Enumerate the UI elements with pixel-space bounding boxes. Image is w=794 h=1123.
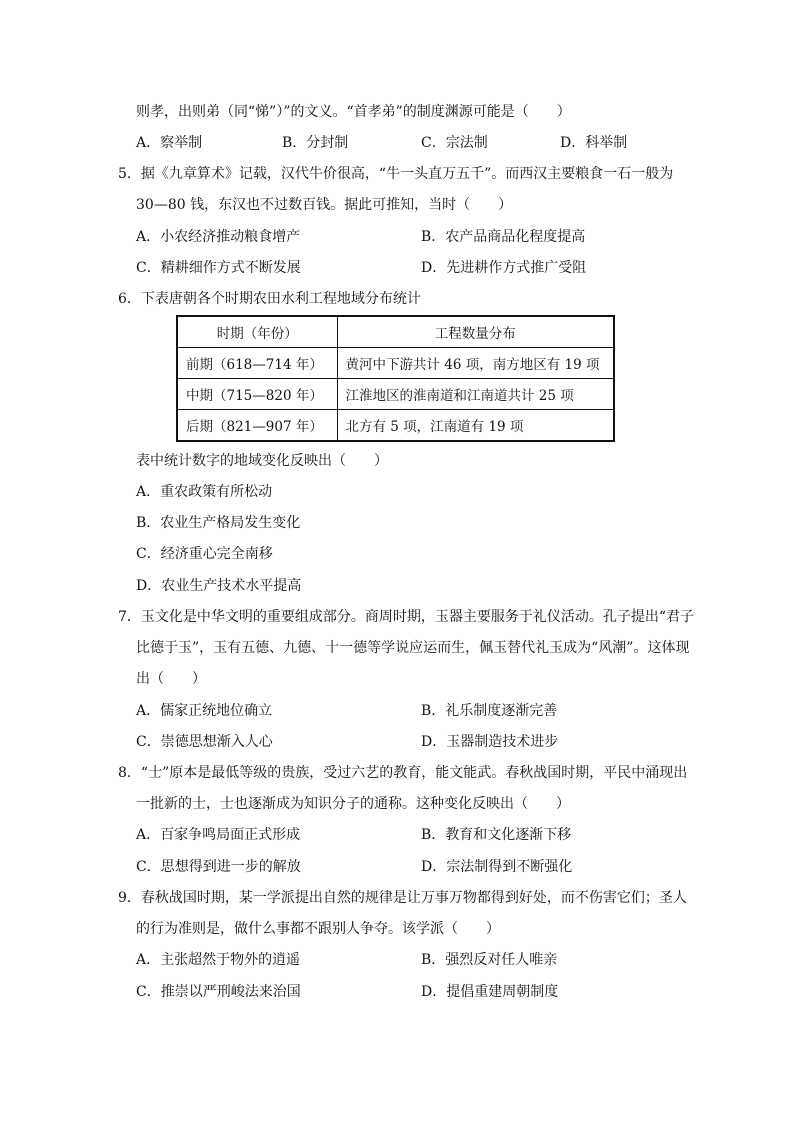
q6-stem-question: 表中统计数字的地域变化反映出（ ） <box>136 453 388 469</box>
q4-option-a[interactable]: A．察举制 <box>136 135 203 151</box>
q9-stem-line2: 的行为准则是，做什么事都不跟别人争夺。该学派（ ） <box>136 921 500 937</box>
q4-option-c[interactable]: C．宗法制 <box>421 135 488 151</box>
q8-stem-line2: 一批新的士，士也逐渐成为知识分子的通称。这种变化反映出（ ） <box>136 796 570 812</box>
q4-option-b[interactable]: B．分封制 <box>282 135 349 151</box>
table-header-distribution: 工程数量分布 <box>337 316 614 348</box>
table-cell-period: 后期（821—907 年） <box>177 410 337 442</box>
q5-stem-line1: 5．据《九章算术》记载，汉代牛价很高，“牛一头直万五千”。而西汉主要粮食一石一般为 <box>118 166 674 182</box>
q9-option-b[interactable]: B．强烈反对任人唯亲 <box>421 952 558 968</box>
table-cell-distribution: 北方有 5 项，江南道有 19 项 <box>337 410 614 442</box>
q9-option-c[interactable]: C．推崇以严刑峻法来治国 <box>136 984 301 1000</box>
q5-option-b[interactable]: B．农产品商品化程度提高 <box>421 229 586 245</box>
q8-option-b[interactable]: B．教育和文化逐渐下移 <box>421 827 572 843</box>
q6-option-b[interactable]: B．农业生产格局发生变化 <box>136 515 301 531</box>
table-row <box>177 379 614 410</box>
q7-stem-line2: 比德于玉”，玉有五德、九德、十一德等学说应运而生，佩玉替代礼玉成为“风潮”。这体现 <box>136 640 690 656</box>
q9-stem-line1: 9．春秋战国时期，某一学派提出自然的规律是让万事万物都得到好处，而不伤害它们；圣人 <box>118 890 687 906</box>
q8-option-d[interactable]: D．宗法制得到不断强化 <box>421 859 573 875</box>
q5-option-d[interactable]: D．先进耕作方式推广受阻 <box>421 260 587 276</box>
q4-option-d[interactable]: D．科举制 <box>560 135 628 151</box>
table-cell-period: 中期（715—820 年） <box>177 379 337 410</box>
q6-option-d[interactable]: D．农业生产技术水平提高 <box>136 578 302 594</box>
table-header-row <box>177 316 614 348</box>
q6-option-c[interactable]: C．经济重心完全南移 <box>136 546 273 562</box>
table-cell-period: 前期（618—714 年） <box>177 348 337 379</box>
table-cell-distribution: 江淮地区的淮南道和江南道共计 25 项 <box>337 379 614 410</box>
q5-option-c[interactable]: C．精耕细作方式不断发展 <box>136 260 301 276</box>
q6-stem-line1: 6．下表唐朝各个时期农田水利工程地域分布统计 <box>118 291 421 307</box>
q9-option-d[interactable]: D．提倡重建周朝制度 <box>421 984 559 1000</box>
q7-option-c[interactable]: C．崇德思想渐入人心 <box>136 734 273 750</box>
q7-option-d[interactable]: D．玉器制造技术进步 <box>421 734 559 750</box>
q8-option-a[interactable]: A．百家争鸣局面正式形成 <box>136 827 301 843</box>
q7-option-b[interactable]: B．礼乐制度逐渐完善 <box>421 703 558 719</box>
table-row <box>177 410 614 442</box>
q7-stem-line3: 出（ ） <box>136 671 206 687</box>
table-row <box>177 348 614 379</box>
q9-option-a[interactable]: A．主张超然于物外的逍遥 <box>136 952 301 968</box>
q7-stem-line1: 7．玉文化是中华文明的重要组成部分。商周时期，玉器主要服务于礼仪活动。孔子提出“君子 <box>118 609 695 625</box>
q4-stem-continuation: 则孝，出则弟（同“悌”）”的文义。“首孝弟”的制度渊源可能是（ ） <box>136 104 571 120</box>
q6-data-table <box>176 315 615 442</box>
q5-option-a[interactable]: A．小农经济推动粮食增产 <box>136 229 301 245</box>
q8-stem-line1: 8．“士”原本是最低等级的贵族，受过六艺的教育，能文能武。春秋战国时期，平民中涌现出 <box>118 765 688 781</box>
q6-option-a[interactable]: A．重农政策有所松动 <box>136 484 273 500</box>
q5-stem-line2: 30—80 钱，东汉也不过数百钱。据此可推知，当时（ ） <box>136 197 513 213</box>
q7-option-a[interactable]: A．儒家正统地位确立 <box>136 703 273 719</box>
table-header-period: 时期（年份） <box>177 316 337 348</box>
q8-option-c[interactable]: C．思想得到进一步的解放 <box>136 859 301 875</box>
table-cell-distribution: 黄河中下游共计 46 项，南方地区有 19 项 <box>337 348 614 379</box>
